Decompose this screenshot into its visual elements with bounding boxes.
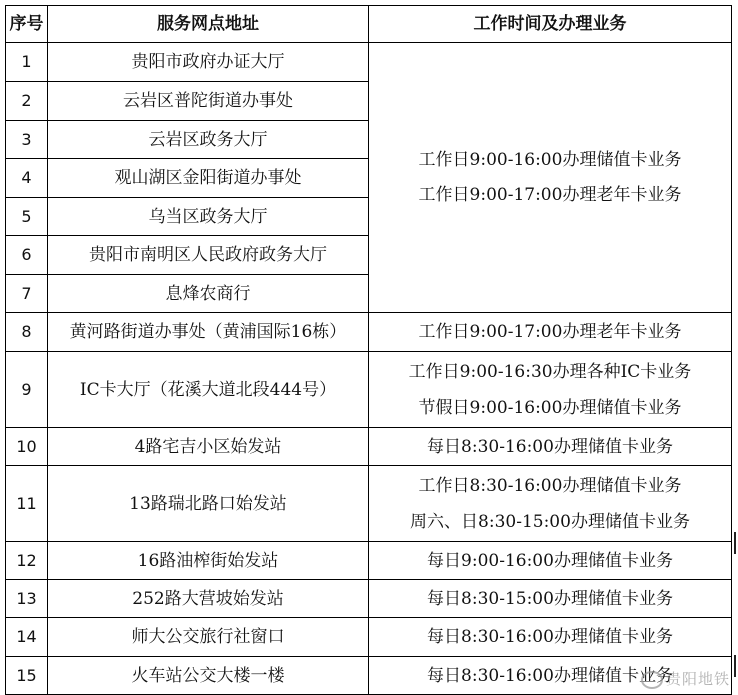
row-address: 师大公交旅行社窗口 [48,618,369,657]
row-address: 观山湖区金阳街道办事处 [48,159,369,198]
hours-line: 工作日8:30-16:00办理储值卡业务 [418,475,682,496]
row-address: 4路宅吉小区始发站 [48,428,369,466]
row-number: 8 [6,313,48,352]
header-hours: 工作时间及办理业务 [369,6,732,43]
row-number: 14 [6,618,48,657]
row-address: 贵阳市南明区人民政府政务大厅 [48,236,369,275]
table-row [6,542,732,580]
row-number: 2 [6,82,48,121]
table-row [6,428,732,466]
row-address: 息烽农商行 [48,275,369,313]
row-number: 4 [6,159,48,198]
row-address: 贵阳市政府办证大厅 [48,43,369,82]
header-no: 序号 [6,6,48,43]
table-row [6,313,732,352]
row-address: 16路油榨街始发站 [48,542,369,580]
hours-line: 周六、日8:30-15:00办理储值卡业务 [410,511,690,532]
row-hours: 每日8:30-15:00办理储值卡业务 [369,580,732,618]
row-address: IC卡大厅（花溪大道北段444号） [48,352,369,428]
row-hours [369,352,732,428]
header-row [6,6,732,43]
row-hours: 每日8:30-16:00办理储值卡业务 [369,657,732,695]
row-address: 13路瑞北路口始发站 [48,466,369,542]
row-address: 云岩区政务大厅 [48,121,369,159]
row-hours [369,466,732,542]
row-address: 乌当区政务大厅 [48,198,369,236]
hours-line: 工作日9:00-17:00办理老年卡业务 [418,185,682,205]
row-number: 11 [6,466,48,542]
table-row [6,618,732,657]
row-number: 5 [6,198,48,236]
hours-group-1-7 [369,43,732,313]
hours-line: 工作日9:00-16:00办理储值卡业务 [418,150,682,170]
row-number: 6 [6,236,48,275]
table-row [6,43,732,82]
edge-mark [734,532,736,554]
row-address: 火车站公交大楼一楼 [48,657,369,695]
table-row [6,657,732,695]
row-number: 12 [6,542,48,580]
table-row [6,580,732,618]
table-row [6,466,732,542]
row-number: 3 [6,121,48,159]
row-hours: 工作日9:00-17:00办理老年卡业务 [369,313,732,352]
row-address: 252路大营坡始发站 [48,580,369,618]
hours-line: 节假日9:00-16:00办理储值卡业务 [418,397,682,418]
row-address: 黄河路街道办事处（黄浦国际16栋） [48,313,369,352]
row-number: 1 [6,43,48,82]
edge-mark [734,655,736,677]
service-points-table [5,5,732,695]
header-address: 服务网点地址 [48,6,369,43]
row-number: 13 [6,580,48,618]
table-row [6,352,732,428]
row-number: 15 [6,657,48,695]
row-number: 10 [6,428,48,466]
row-hours: 每日8:30-16:00办理储值卡业务 [369,428,732,466]
weibo-logo-icon [641,671,663,689]
row-number: 7 [6,275,48,313]
row-hours: 每日8:30-16:00办理储值卡业务 [369,618,732,657]
watermark-text: 贵阳地铁 [665,670,730,688]
row-address: 云岩区普陀街道办事处 [48,82,369,121]
hours-line: 工作日9:00-16:30办理各种IC卡业务 [408,361,692,382]
row-hours: 每日9:00-16:00办理储值卡业务 [369,542,732,580]
watermark [641,668,730,689]
row-number: 9 [6,352,48,428]
